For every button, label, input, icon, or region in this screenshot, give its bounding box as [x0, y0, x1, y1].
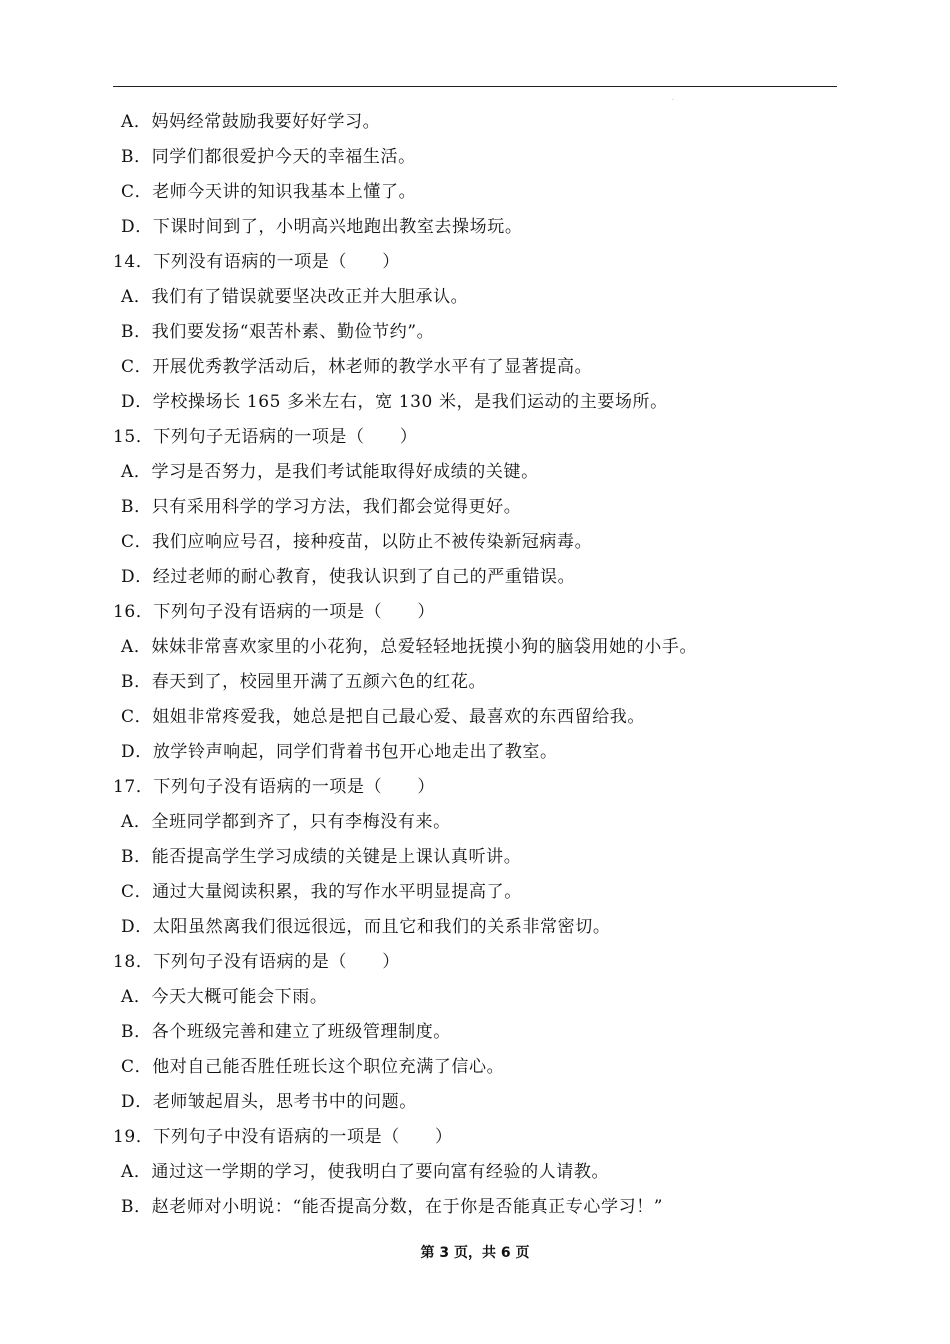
answer-option: D．老师皱起眉头，思考书中的问题。 [121, 1092, 417, 1112]
answer-option: A．妈妈经常鼓励我要好好学习。 [121, 112, 381, 132]
answer-option: A．妹妹非常喜欢家里的小花狗，总爱轻轻地抚摸小狗的脑袋用她的小手。 [121, 637, 698, 657]
answer-option: A．学习是否努力，是我们考试能取得好成绩的关键。 [121, 462, 539, 482]
answer-option: A．通过这一学期的学习，使我明白了要向富有经验的人请教。 [121, 1162, 610, 1182]
answer-option: A．今天大概可能会下雨。 [121, 987, 328, 1007]
answer-option: B．各个班级完善和建立了班级管理制度。 [121, 1022, 451, 1042]
answer-option: C．我们应响应号召，接种疫苗，以防止不被传染新冠病毒。 [121, 532, 593, 552]
answer-option: C．通过大量阅读积累，我的写作水平明显提高了。 [121, 882, 522, 902]
answer-option: D．学校操场长 165 多米左右，宽 130 米，是我们运动的主要场所。 [121, 392, 668, 412]
answer-option: D．太阳虽然离我们很远很远，而且它和我们的关系非常密切。 [121, 917, 611, 937]
answer-option: B．只有采用科学的学习方法，我们都会觉得更好。 [121, 497, 522, 517]
answer-option: B．同学们都很爱护今天的幸福生活。 [121, 147, 416, 167]
answer-option: C．老师今天讲的知识我基本上懂了。 [121, 182, 417, 202]
question-stem: 17．下列句子没有语病的一项是（ ） [113, 777, 436, 797]
question-list [113, 105, 843, 1225]
question-stem: 18．下列句子没有语病的是（ ） [113, 952, 400, 972]
answer-option: A．我们有了错误就要坚决改正并大胆承认。 [121, 287, 469, 307]
question-stem: 19．下列句子中没有语病的一项是（ ） [113, 1127, 453, 1147]
answer-option: C．开展优秀教学活动后，林老师的教学水平有了显著提高。 [121, 357, 593, 377]
answer-option: B．能否提高学生学习成绩的关键是上课认真听讲。 [121, 847, 522, 867]
answer-option: D．经过老师的耐心教育，使我认识到了自己的严重错误。 [121, 567, 576, 587]
answer-option: A．全班同学都到齐了，只有李梅没有来。 [121, 812, 451, 832]
question-stem: 15．下列句子无语病的一项是（ ） [113, 427, 418, 447]
answer-option: B．春天到了，校园里开满了五颜六色的红花。 [121, 672, 487, 692]
page-footer: 第 3 页，共 6 页 [420, 1245, 530, 1261]
answer-option: C．姐姐非常疼爱我，她总是把自己最心爱、最喜欢的东西留给我。 [121, 707, 646, 727]
answer-option: D．下课时间到了，小明高兴地跑出教室去操场玩。 [121, 217, 523, 237]
question-stem: 14．下列没有语病的一项是（ ） [113, 252, 400, 272]
answer-option: C．他对自己能否胜任班长这个职位充满了信心。 [121, 1057, 505, 1077]
answer-option: B．赵老师对小明说：“能否提高分数，在于你是否能真正专心学习！” [121, 1197, 664, 1217]
answer-option: D．放学铃声响起，同学们背着书包开心地走出了教室。 [121, 742, 558, 762]
speck-mark: · [672, 97, 674, 104]
question-stem: 16．下列句子没有语病的一项是（ ） [113, 602, 436, 622]
header-rule [113, 86, 837, 87]
answer-option: B．我们要发扬“艰苦朴素、勤俭节约”。 [121, 322, 435, 342]
